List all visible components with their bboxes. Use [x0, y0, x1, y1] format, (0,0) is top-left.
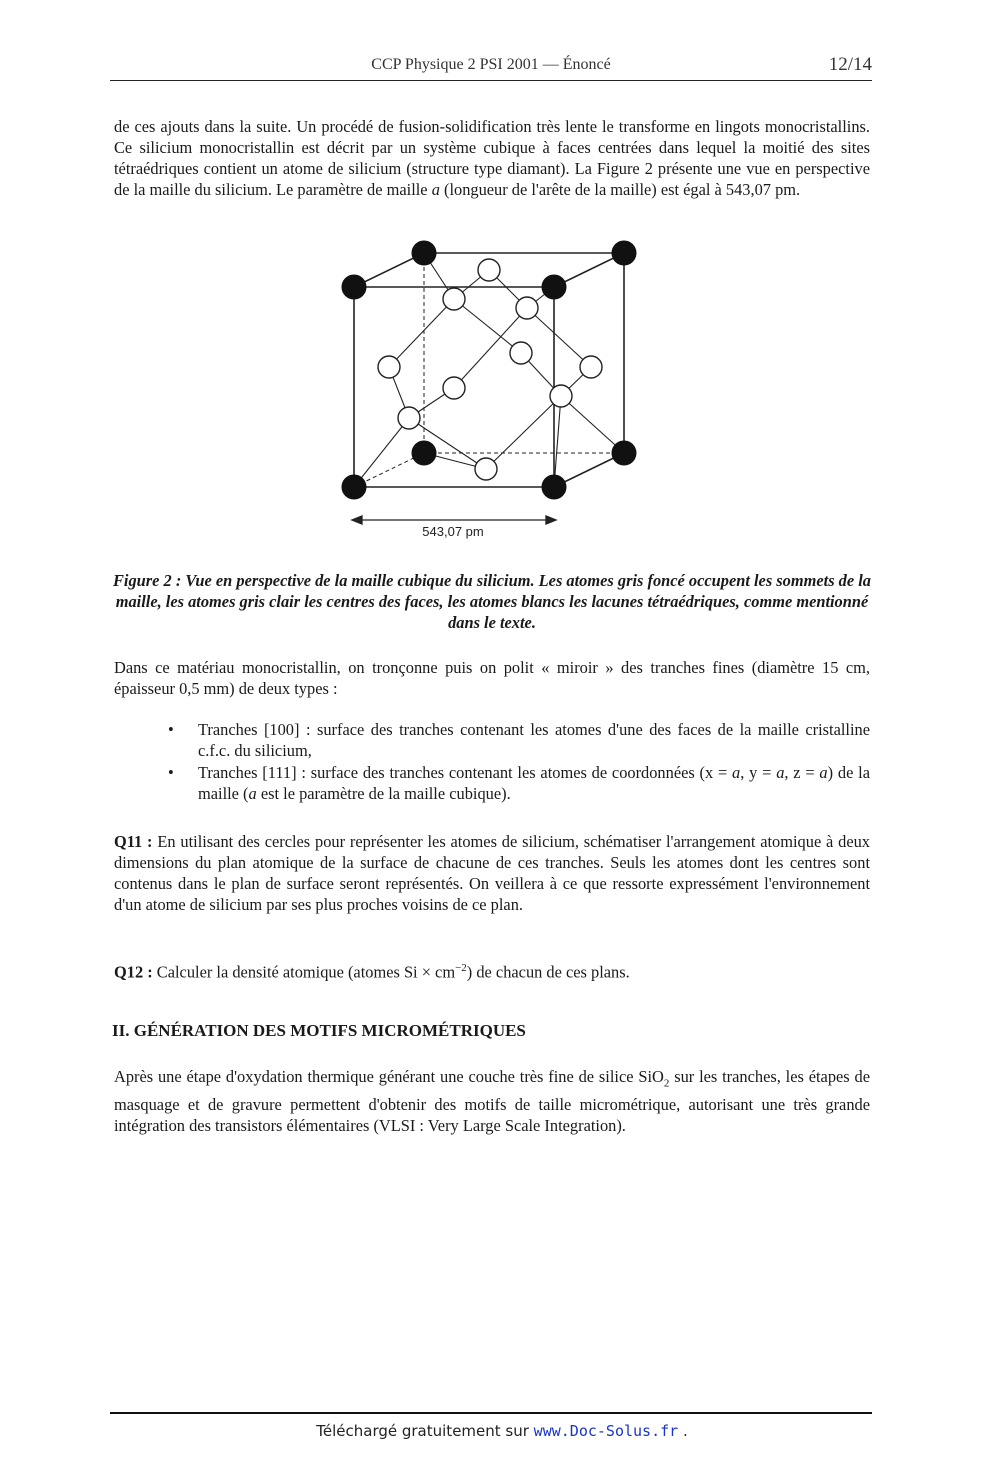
face-atom — [580, 356, 602, 378]
page-footer: Téléchargé gratuitement sur www.Doc-Solus.fr . — [316, 1422, 688, 1440]
silicon-unit-cell-figure — [330, 236, 650, 546]
face-atom — [398, 407, 420, 429]
corner-atom — [412, 441, 436, 465]
corner-atom — [612, 241, 636, 265]
corner-atom — [342, 475, 366, 499]
corner-atom — [542, 475, 566, 499]
face-atom — [378, 356, 400, 378]
paragraph-generation: Après une étape d'oxydation thermique générant une couche très fine de silice SiO$_2$ sur les tranches, les étapes de masquage et de gravure permettent d'obtenir des motifs de taille micrométrique, autorisant une très grande intégration des transistors élémentaires (VLSI : Very Large Scale Integration). — [114, 1067, 870, 1136]
page-number: 12/14 — [828, 54, 872, 75]
face-atom — [443, 288, 465, 310]
paragraph-tranches: Dans ce matériau monocristallin, on tronçonne puis on polit « miroir » des tranches fines (diamètre 15 cm, épaisseur 0,5 mm) de deux types : — [114, 658, 870, 698]
face-atom — [550, 385, 572, 407]
bullet-list — [168, 719, 870, 805]
intro-paragraph: de ces ajouts dans la suite. Un procédé de fusion-solidification très lente le transforme en lingots monocristallins. Ce silicium monocristallin est décrit par un système cubique à faces centrées dans lequel la moitié des sites tétraédriques contient un atome de silicium (structure type diamant). La Figure 2 présente une vue en perspective de la maille du silicium. Le paramètre de maille a (longueur de l'arête de la maille) est égal à 543,07 pm. — [114, 117, 870, 199]
face-atom — [475, 458, 497, 480]
question-11: Q11 : En utilisant des cercles pour représenter les atomes de silicium, schématiser l'arrangement atomique à deux dimensions du plan atomique de la surface de chacune de ces tranches. Seuls les atomes dont les centres sont contenus dans le plan de surface seront représentés. On veillera à ce que ressorte expressément l'environnement d'un atome de silicium par ses plus proches voisins de ce plan. — [114, 832, 871, 914]
section-heading: II. GÉNÉRATION DES MOTIFS MICROMÉTRIQUES — [112, 1021, 526, 1040]
corner-atom — [342, 275, 366, 299]
list-item: • Tranches [111] : surface des tranches contenant les atomes de coordonnées (x = a, y = a, z = a) de la maille (a est le paramètre de la maille cubique). — [168, 763, 870, 803]
page-header — [110, 54, 872, 81]
face-atom — [478, 259, 500, 281]
header-title: CCP Physique 2 PSI 2001 — Énoncé — [371, 56, 611, 73]
face-atom — [443, 377, 465, 399]
question-12: Q12 : Calculer la densité atomique (atomes $Si \times cm^{-2}$) de chacun de ces plans. — [114, 962, 630, 982]
footer-link[interactable]: www.Doc-Solus.fr — [533, 1422, 679, 1440]
dimension-label: 543,07 pm — [422, 524, 484, 539]
footer-divider — [110, 1412, 872, 1414]
corner-atom — [412, 241, 436, 265]
face-atom — [510, 342, 532, 364]
face-atom — [516, 297, 538, 319]
corner-atom — [542, 275, 566, 299]
figure-caption: Figure 2 : Vue en perspective de la maille cubique du silicium. Les atomes gris foncé occupent les sommets de la maille, les atomes gris clair les centres des faces, les atomes blancs les lacunes tétraédriques, comme mentionné dans le texte. — [112, 571, 871, 632]
list-item: • Tranches [100] : surface des tranches contenant les atomes d'une des faces de la maille cristalline c.f.c. du silicium, — [168, 720, 870, 760]
corner-atom — [612, 441, 636, 465]
